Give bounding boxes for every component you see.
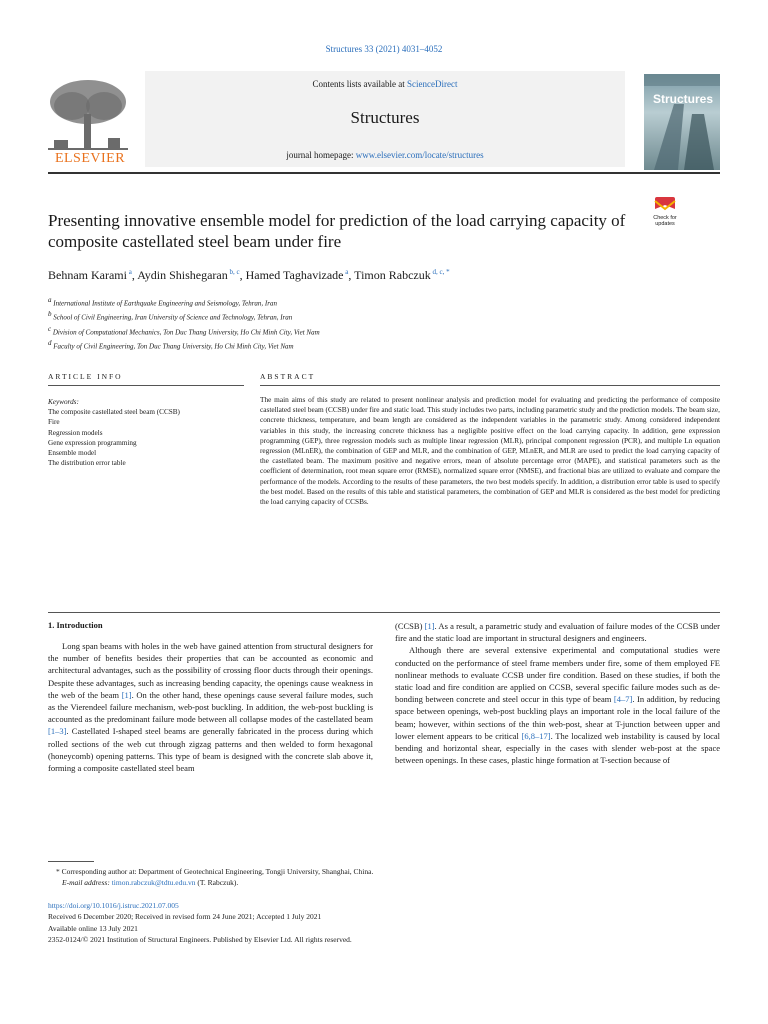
author-list: Behnam Karami $^a$, Aydin Shishegaran $^{b, c}$, Hamed Taghavizade $^a$, Timon Rabczuk $^{d, c, *}$ xyxy=(48,268,450,282)
intro-paragraph-1-cont xyxy=(395,620,720,644)
author-name: Hamed Taghavizade xyxy=(245,268,344,282)
keyword-item: The distribution error table xyxy=(48,459,126,468)
article-info-divider xyxy=(48,385,244,386)
footnote-corr-text: Corresponding author at: Department of Geotechnical Engineering, Tongji University, Shanghai, China. xyxy=(61,867,374,876)
keyword-item: The composite castellated steel beam (CCSB) xyxy=(48,408,180,417)
contents-line xyxy=(145,79,625,89)
cover-building-graphic xyxy=(644,74,720,170)
homepage-link[interactable]: www.elsevier.com/locate/structures xyxy=(355,150,484,160)
citation-link[interactable]: [4–7] xyxy=(613,694,633,705)
doi-link[interactable]: https://doi.org/10.1016/j.istruc.2021.07.005 xyxy=(48,901,179,910)
body-text: Long span beams with holes in the web have gained attention from structural designers for the number of benefits besides their properties that can be accounted as economic and architectural advantages, such as the possibility of crossing floor ducts through their openings. Despite these advantages, such as increasing bending capacity, the openings cause weakness in the web of the beam xyxy=(48,641,373,700)
body-text: . In addition, by reducing space between openings, web-post buckling plays an important role in the local failure of the beam; however, within sections of the thin web-post, shear at T-junction between upper and lower element appears to be critical xyxy=(395,694,720,741)
homepage-prefix: journal homepage: xyxy=(286,150,356,160)
abstract-text: The main aims of this study are related to present nonlinear analysis and prediction model for evaluating and predicting the performance of composite castellated steel beam (CCSB) under fire and static load. This study includes two parts, including parametric study and the prediction models. The beam size, concrete thickness, temperature, and beam length are considered as the independent variables in the parametric study. Among considered independent variables in this study, the increasing concrete thickness has a negligible positive effect on the load carrying capacity. In addition, gene expression programming (GEP), three regression models such as multiple linear regression (MLR), principal component regression (PCR), and multiple Ln equation regression (MLnER), the combination of GEP and MLR, and the combination of GEP, MLnER, and MLR are used to predict the load carrying capacity of the castellated beam. The maximum positive and negative errors, mean of absolute percentage error (MAPE), and statistical parameters such as the coefficient of determination, root mean square error (RMSE), normalized square error (NMSE), and fractional bias are utilized to evaluate and compare the performance of the models. According to the results of these parameters, the two best models specify. In addition, a distribution error table is used to specify the best model. Based on the results of this table and statistical parameters, the combination of GEP and MLR is considered as the best model for predicting the load carrying capacity of CCSBs. xyxy=(260,395,720,507)
footnote-corr: * Corresponding author at: Department of Geotechnical Engineering, Tongji University, Shanghai, China. xyxy=(56,867,374,876)
copyright-line: 2352-0124/© 2021 Institution of Structural Engineers. Published by Elsevier Ltd. All rights reserved. xyxy=(48,934,352,944)
journal-reference[interactable]: Structures 33 (2021) 4031–4052 xyxy=(325,44,443,54)
homepage-line xyxy=(145,150,625,160)
body-text: . On the other hand, these openings cause several failure modes, such as the Vierendeel failure mechanism, web-post buckling. In addition, the web-post buckling is accounted as the predominant failure mode between all collapse modes of the castellated beam xyxy=(48,689,373,725)
keyword-item: Gene expression programming xyxy=(48,438,137,447)
affiliation-item xyxy=(48,324,320,338)
elsevier-wordmark: ELSEVIER xyxy=(54,151,126,166)
body-text: (CCSB) xyxy=(395,621,425,631)
author-affiliation-mark[interactable]: a xyxy=(343,268,349,276)
journal-name: Structures xyxy=(350,108,420,127)
keyword-item: Fire xyxy=(48,418,60,427)
author-name: Aydin Shishegaran xyxy=(137,268,228,282)
check-for-updates-label: Check for updates xyxy=(653,215,677,227)
affiliation-text: Faculty of Civil Engineering, Ton Duc Thang University, Ho Chi Minh City, Viet Nam xyxy=(53,342,294,351)
affiliation-item xyxy=(48,309,320,323)
sciencedirect-link[interactable]: ScienceDirect xyxy=(407,79,458,89)
author-name: Behnam Karami xyxy=(48,268,127,282)
keyword-item: Ensemble model xyxy=(48,449,97,458)
author-affiliation-mark[interactable]: d, c, * xyxy=(430,268,450,276)
cover-title: Structures xyxy=(652,92,714,106)
email-label: E-mail address: xyxy=(62,878,112,887)
keywords-block xyxy=(48,397,180,468)
article-title: Presenting innovative ensemble model for prediction of the load carrying capacity of composite castellated steel beam under fire xyxy=(48,211,626,251)
affiliation-mark: c xyxy=(48,324,53,333)
journal-cover-image[interactable] xyxy=(644,74,720,170)
affiliation-list xyxy=(48,295,320,352)
footnote-divider xyxy=(48,861,94,862)
body-text: . The localized web instability is caused by local bending and horizontal shear, especially in the cases with slender web-post at the space between openings. In these cases, plastic hinge formation at T-section because of xyxy=(395,730,720,766)
author-name: Timon Rabczuk xyxy=(354,268,431,282)
email-suffix: (T. Rabczuk). xyxy=(195,878,239,887)
body-text: . Castellated I-shaped steel beams are generally fabricated in the process during which rolled sections of the web cut through zigzag patterns and then welded to form hexagonal (honeycomb) opening patterns. This type of beam is designed with the concrete slab above it, forming a composite castellated steel beam xyxy=(48,726,373,774)
affiliation-item xyxy=(48,338,320,352)
abstract-bottom-divider xyxy=(48,612,720,613)
keyword-item: Regression models xyxy=(48,428,103,437)
received-dates: Received 6 December 2020; Received in revised form 24 June 2021; Accepted 1 July 2021 xyxy=(48,912,322,922)
body-text: . As a result, a parametric study and evaluation of failure modes of the CCSB under fire and the static load are important in structural designers and engineers. xyxy=(395,621,720,644)
affiliation-mark: d xyxy=(48,338,54,347)
keywords-label: Keywords: xyxy=(48,398,79,406)
footnote-email-line xyxy=(48,877,720,888)
affiliation-text: Division of Computational Mechanics, Ton Duc Thang University, Ho Chi Minh City, Viet Nam xyxy=(52,327,320,336)
contents-prefix: Contents lists available at xyxy=(312,79,407,89)
affiliation-text: School of Civil Engineering, Iran University of Science and Technology, Tehran, Iran xyxy=(53,313,293,322)
affiliation-text: International Institute of Earthquake Engineering and Seismology, Tehran, Iran xyxy=(53,299,277,308)
abstract-heading: ABSTRACT xyxy=(260,372,316,381)
affiliation-item xyxy=(48,295,320,309)
body-column-right xyxy=(395,620,720,766)
citation-link[interactable]: [1] xyxy=(121,689,132,700)
citation-link[interactable]: [1] xyxy=(424,621,435,631)
article-info-heading: ARTICLE INFO xyxy=(48,372,123,381)
online-date: Available online 13 July 2021 xyxy=(48,923,138,933)
introduction-heading: 1. Introduction xyxy=(48,620,103,630)
author-affiliation-mark[interactable]: b, c xyxy=(227,268,240,276)
abstract-divider xyxy=(260,385,720,386)
affiliation-mark: b xyxy=(48,310,54,319)
citation-link[interactable]: [6,8–17] xyxy=(521,730,551,741)
header-divider xyxy=(48,172,720,174)
body-column-left xyxy=(48,640,373,774)
affiliation-mark: a xyxy=(48,296,54,304)
intro-paragraph-1 xyxy=(48,640,373,774)
email-link[interactable]: timon.rabczuk@tdtu.edu.vn xyxy=(111,878,196,887)
corresponding-author-footnote xyxy=(48,866,720,888)
body-text: Although there are several extensive experimental and computational studies were conducted on the performance of steel frame members under fire, some of them employed FE nonlinear methods to evaluate CCSB under fire condition. Based on these studies, if both the static load and fire condition are applied on CCSB, several specific failure modes such as de-bonding between concrete and steel occur in this type of beam xyxy=(395,645,720,705)
publication-info xyxy=(48,900,720,945)
citation-link[interactable]: [1–3] xyxy=(48,726,67,737)
intro-paragraph-2 xyxy=(395,644,720,766)
author-affiliation-mark[interactable]: a xyxy=(126,268,132,276)
keyword-list xyxy=(48,407,180,468)
